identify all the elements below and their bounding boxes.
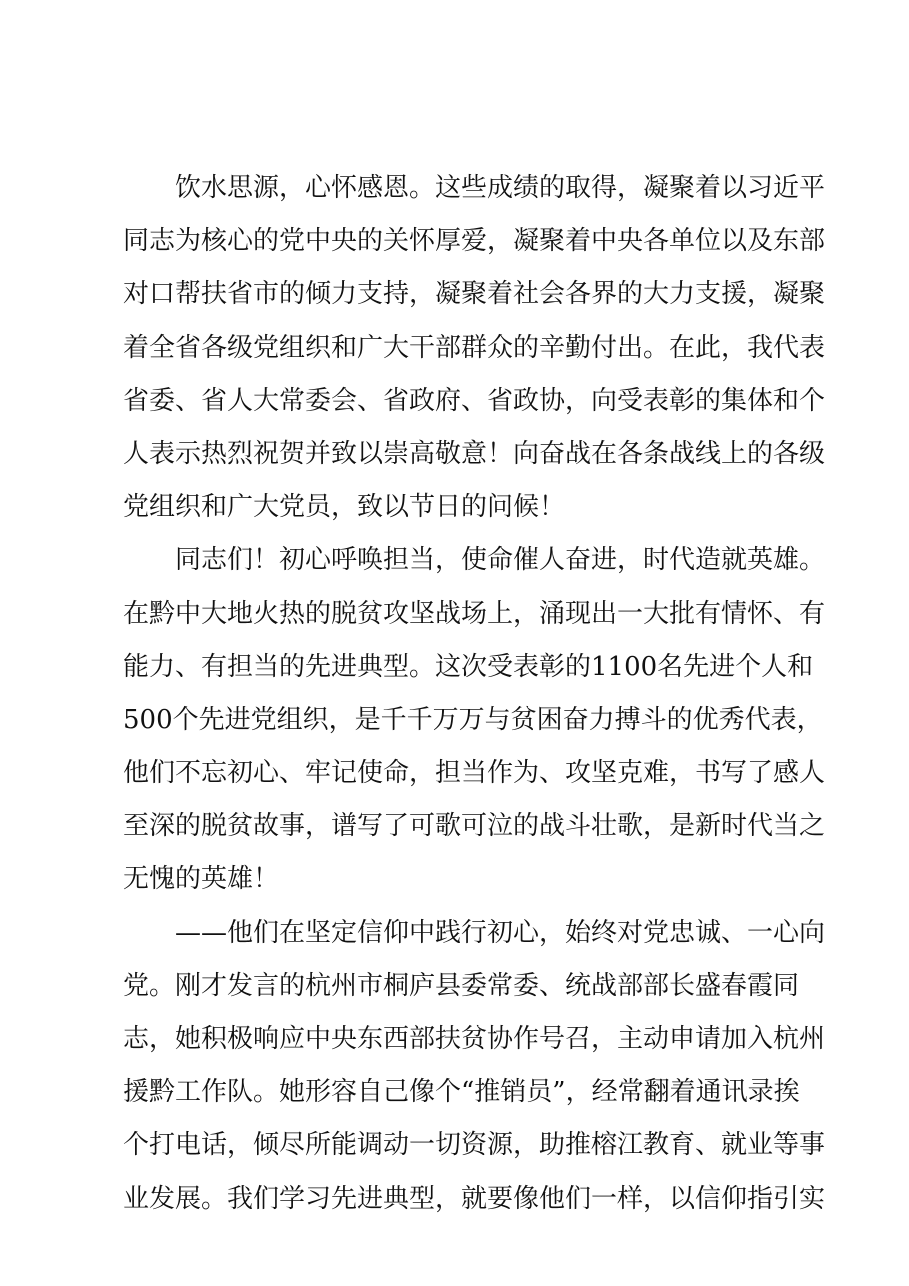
text-line: 党组织和广大党员，致以节日的问候！ (123, 492, 566, 523)
text-line: 至深的脱贫故事，谱写了可歌可泣的战斗壮歌，是新时代当之 (123, 811, 826, 842)
text-line: 业发展。我们学习先进典型，就要像他们一样，以信仰指引实 (123, 1183, 826, 1214)
paragraph-3 (123, 907, 826, 1226)
text-line: ——他们在坚定信仰中践行初心，始终对党忠诚、一心向 (175, 917, 826, 948)
text-line: 能力、有担当的先进典型。这次受表彰的1100名先进个人和 (123, 651, 814, 682)
text-line: 志，她积极响应中央东西部扶贫协作号召，主动申请加入杭州 (123, 1024, 826, 1054)
paragraph-1 (123, 162, 826, 534)
text-line: 着全省各级党组织和广大干部群众的辛勤付出。在此，我代表 (123, 332, 826, 363)
text-line: 人表示热烈祝贺并致以崇高敬意！向奋战在各条战线上的各级 (123, 438, 826, 469)
text-line: 在黔中大地火热的脱贫攻坚战场上，涌现出一大批有情怀、有 (123, 598, 826, 629)
text-line: 对口帮扶省市的倾力支持，凝聚着社会各界的大力支援，凝聚 (123, 279, 826, 310)
text-line: 500个先进党组织，是千千万万与贫困奋力搏斗的优秀代表， (123, 704, 823, 735)
text-line: 援黔工作队。她形容自己像个“推销员”，经常翻着通讯录挨 (123, 1077, 800, 1108)
text-line: 他们不忘初心、牢记使命，担当作为、攻坚克难，书写了感人 (123, 758, 826, 789)
text-line: 省委、省人大常委会、省政府、省政协，向受表彰的集体和个 (123, 385, 826, 416)
text-line: 饮水思源，心怀感恩。这些成绩的取得，凝聚着以习近平 (175, 173, 826, 203)
paragraph-2 (123, 534, 826, 906)
text-line: 同志为核心的党中央的关怀厚爱，凝聚着中央各单位以及东部 (123, 226, 826, 257)
text-line: 无愧的英雄！ (123, 864, 280, 895)
text-line: 同志们！初心呼唤担当，使命催人奋进，时代造就英雄。 (175, 545, 826, 576)
text-line: 党。刚才发言的杭州市桐庐县委常委、统战部部长盛春霞同 (123, 970, 800, 1001)
text-line: 个打电话，倾尽所能调动一切资源，助推榕江教育、就业等事 (123, 1130, 826, 1161)
document-body (123, 162, 826, 1226)
